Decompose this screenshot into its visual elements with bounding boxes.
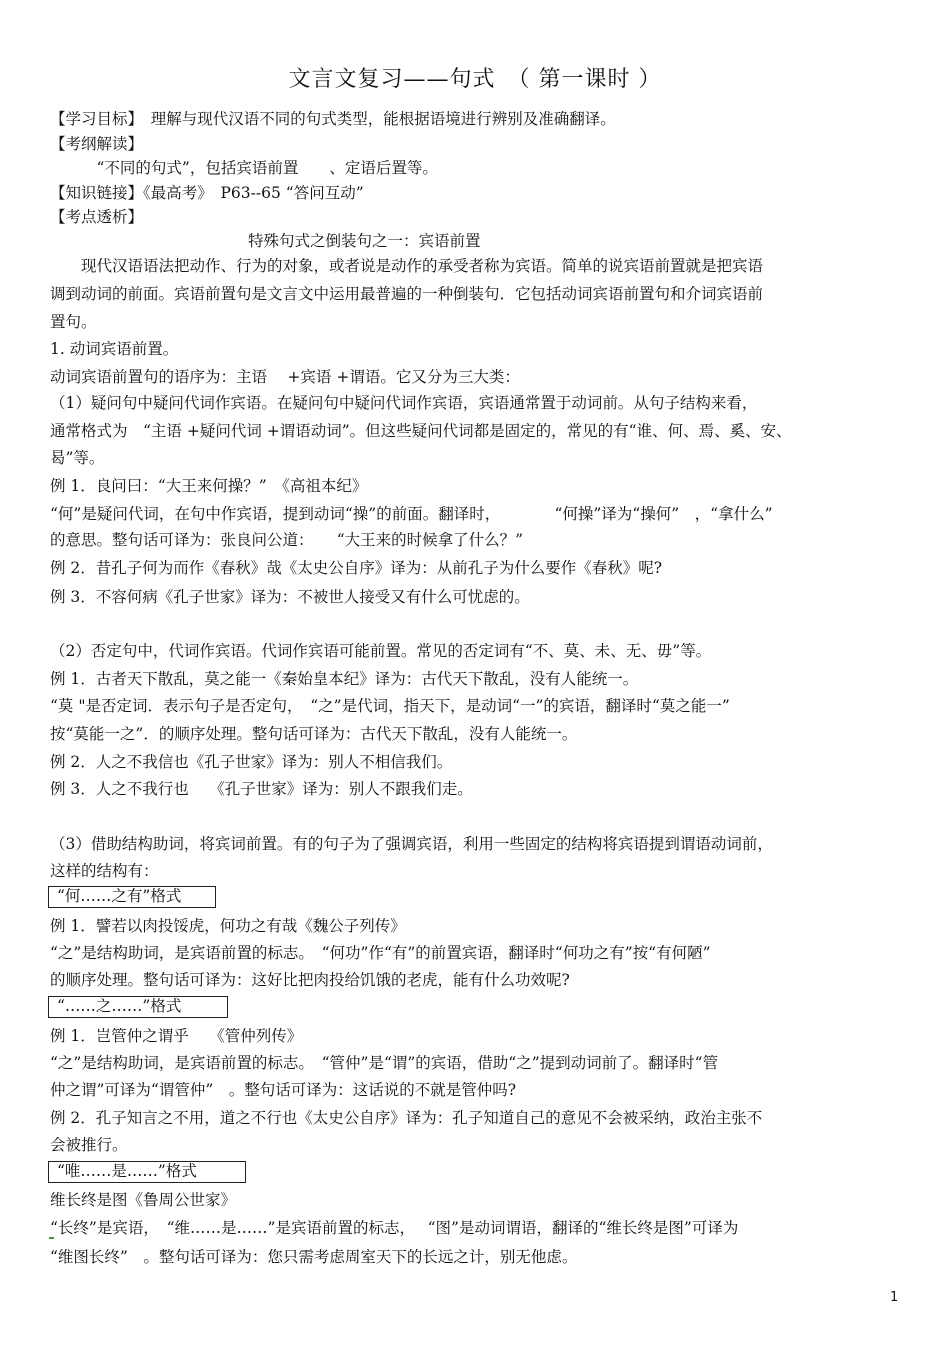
format-box: “唯……是……”格式 [48, 1161, 246, 1183]
example-line: 例 1．古者天下散乱，莫之能一《秦始皇本纪》译为：古代天下散乱，没有人能统一。 [50, 670, 639, 688]
paragraph-line: “何”是疑问代词，在句中作宾语，提到动词“操”的前面。翻译时， “何操”译为“操何” ，“拿什么” [50, 505, 773, 523]
paragraph-line: 的意思。整句话可译为：张良问公道： “大王来的时候拿了什么？” [50, 531, 524, 549]
example-line: 例 1．良问曰：“大王来何操？” 《高祖本纪》 [50, 477, 368, 495]
key-points-heading: 【考点透析】 [50, 208, 144, 226]
paragraph-line: “莫 "是否定词．表示句子是否定句， “之”是代词，指天下，是动词“一”的宾语，翻译时“莫之能一” [50, 697, 730, 715]
paragraph-line: 按“莫能一之”．的顺序处理。整句话可译为：古代天下散乱，没有人能统一。 [50, 725, 578, 743]
learning-goal: 【学习目标】 理解与现代汉语不同的句式类型，能根据语境进行辨别及准确翻译。 [50, 110, 616, 128]
paragraph-line: 置句。 [50, 313, 97, 331]
paragraph-line: （2）否定句中，代词作宾语。代词作宾语可能前置。常见的否定词有“不、莫、未、无、毋”等。 [50, 642, 712, 660]
paragraph-line: （1）疑问句中疑问代词作宾语。在疑问句中疑问代词作宾语，宾语通常置于动词前。从句子结构来看， [50, 394, 758, 412]
paragraph-line: 会被推行。 [50, 1136, 128, 1154]
example-line: 例 2．昔孔子何为而作《春秋》哉《太史公自序》译为：从前孔子为什么要作《春秋》呢? [50, 559, 663, 577]
syllabus-heading: 【考纲解读】 [50, 135, 144, 153]
example-line: 维长终是图《鲁周公世家》 [50, 1191, 237, 1209]
example-line: 例 2．孔子知言之不用，道之不行也《太史公自序》译为：孔子知道自己的意见不会被采纳，政治主张不 [50, 1109, 763, 1127]
paragraph-line: 调到动词的前面。宾语前置句是文言文中运用最普遍的一种倒装句．它包括动词宾语前置句和介词宾语前 [50, 285, 764, 303]
paragraph-line: 这样的结构有： [50, 862, 159, 880]
example-line: 例 2．人之不我信也《孔子世家》译为：别人不相信我们。 [50, 753, 453, 771]
knowledge-link: 【知识链接】《最高考》 P63--65 “答问互动” [50, 184, 364, 202]
paragraph-line: 曷”等。 [50, 449, 105, 467]
page-number: 1 [890, 1290, 899, 1305]
list-heading: 1. 动词宾语前置。 [50, 340, 179, 358]
example-line: 例 3．人之不我行也 《孔子世家》译为：别人不跟我们走。 [50, 780, 473, 798]
document-title: 文言文复习——句式 （ 第一课时 ） [288, 67, 662, 92]
paragraph-line: 动词宾语前置句的语序为：主语 +宾语 +谓语。它又分为三大类： [50, 368, 520, 386]
paragraph-line: “之”是结构助词，是宾语前置的标志。 “何功”作“有”的前置宾语，翻译时“何功之有”按“有何陋” [50, 944, 711, 962]
section-subtitle: 特殊句式之倒装句之一：宾语前置 [248, 232, 481, 250]
paragraph-line: 通常格式为 “主语 +疑问代词 +谓语动词”。但这些疑问代词都是固定的，常见的有“谁、何、焉、奚、安、 [50, 422, 792, 440]
paragraph-line: （3）借助结构助词，将宾词前置。有的句子为了强调宾语，利用一些固定的结构将宾语提到谓语动词前， [50, 835, 773, 853]
example-line: 例 3．不容何病《孔子世家》译为：不被世人接受又有什么可忧虑的。 [50, 588, 530, 606]
paragraph-line: 现代汉语语法把动作、行为的对象，或者说是动作的承受者称为宾语。简单的说宾语前置就是把宾语 [50, 257, 764, 275]
syllabus-text: “不同的句式”，包括宾语前置 、定语后置等。 [50, 159, 438, 177]
paragraph-line: “之”是结构助词，是宾语前置的标志。 “管仲”是“谓”的宾语，借助“之”提到动词前了。翻译时“管 [50, 1054, 719, 1072]
paragraph-line: 的顺序处理。整句话可译为：这好比把肉投给饥饿的老虎，能有什么功效呢? [50, 971, 570, 989]
format-box: “何……之有”格式 [48, 886, 216, 908]
paragraph-line: 仲之谓”可译为“谓管仲” 。整句话可译为：这话说的不就是管仲吗? [50, 1081, 517, 1099]
example-line: 例 1．譬若以肉投馁虎，何功之有哉《魏公子列传》 [50, 917, 406, 935]
example-line: 例 1．岂管仲之谓乎 《管仲列传》 [50, 1027, 303, 1045]
paragraph-line: “长终”是宾语， “维……是……”是宾语前置的标志， “图”是动词谓语，翻译的“维长终是图”可译为 [50, 1219, 739, 1237]
format-box: “……之……”格式 [48, 996, 228, 1018]
paragraph-line: “维图长终” 。整句话可译为：您只需考虑周室天下的长远之计，别无他虑。 [50, 1248, 578, 1266]
